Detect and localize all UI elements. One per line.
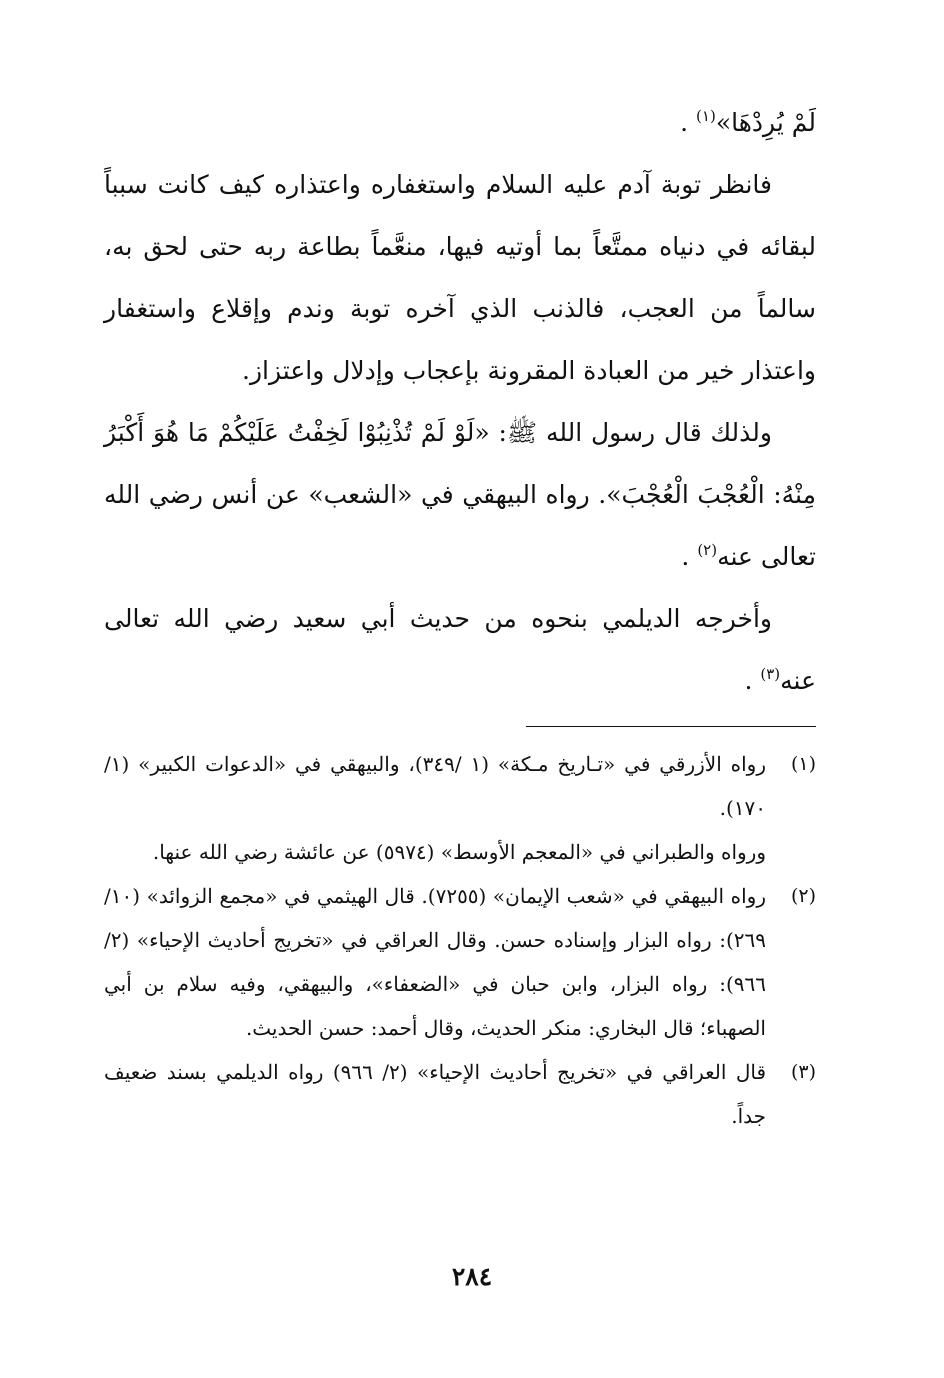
paragraph-daylami: [104, 588, 816, 712]
footnote-number: (٣): [790, 1061, 816, 1083]
paragraph-text: لَمْ يُرِدْهَا»: [715, 108, 816, 137]
footnote-3: [104, 1050, 816, 1138]
footnote-text: قال العراقي في «تخريج أحاديث الإحياء» (٢/ ٩٦٦) رواه الديلمي بسند ضعيف جداً.: [104, 1060, 766, 1128]
footnote-text: رواه الأزرقي في «تـاريخ مـكة» (١ /٣٤٩)، والبيهقي في «الدعوات الكبير» (١/ ١٧٠).: [104, 752, 766, 820]
main-text: [104, 92, 816, 712]
paragraph-tail: .: [681, 542, 690, 571]
page-number: ٢٨٤: [451, 1262, 493, 1291]
paragraph-adam-repentance: فانظر توبة آدم عليه السلام واستغفاره واعتذاره كيف كانت سبباً لبقائه في دنياه ممتَّعاً بما أوتيه فيها، منعَّماً بطاعة ربه حتى لحق به، سالماً من العجب، فالذنب الذي آخره توبة وندم وإقلاع واستغفار واعتذار خير من العبادة المقرونة بإعجاب وإدلال واعتزاز.: [104, 170, 816, 385]
footnotes: [104, 742, 816, 1138]
footnote-2: [104, 874, 816, 1050]
footnote-ref-2: (٢): [697, 541, 718, 559]
footnote-text: رواه البيهقي في «شعب الإيمان» (٧٢٥٥). قال الهيثمي في «مجمع الزوائد» (١٠/ ٢٦٩): رواه البزار وإسناده حسن. وقال العراقي في «تخريج أحاديث الإحياء» (٢/ ٩٦٦): رواه البزار، وابن حبان في «الضعفاء»، والبيهقي، وفيه سلام بن أبي الصهباء؛ قال البخاري: منكر الحديث، وقال أحمد: حسن الحديث.: [104, 884, 766, 1040]
paragraph-hadith-ending: [104, 92, 816, 154]
paragraph-text: ولذلك قال رسول الله ﷺ: «لَوْ لَمْ تُذْنِبُوْا لَخِفْتُ عَلَيْكُمْ مَا هُوَ أَكْبَرُ مِنْهُ: الْعُجْبَ الْعُجْبَ». رواه البيهقي في «الشعب» عن أنس رضي الله تعالى عنه: [104, 418, 816, 571]
paragraph-hadith-ujb: [104, 402, 816, 588]
footnote-1: [104, 742, 816, 874]
footnote-ref-3: (٣): [760, 665, 781, 683]
paragraph-tail: .: [744, 666, 753, 695]
paragraph-text: وأخرجه الديلمي بنحوه من حديث أبي سعيد رضي الله تعالى عنه: [104, 604, 816, 695]
footnote-separator: [526, 726, 816, 727]
footnote-text: ورواه والطبراني في «المعجم الأوسط» (٥٩٧٤) عن عائشة رضي الله عنها.: [152, 840, 766, 864]
footnote-number: (١): [790, 753, 816, 775]
footnote-ref-1: (١): [696, 107, 716, 125]
footnote-number: (٢): [790, 885, 816, 907]
paragraph-tail: .: [680, 108, 689, 137]
